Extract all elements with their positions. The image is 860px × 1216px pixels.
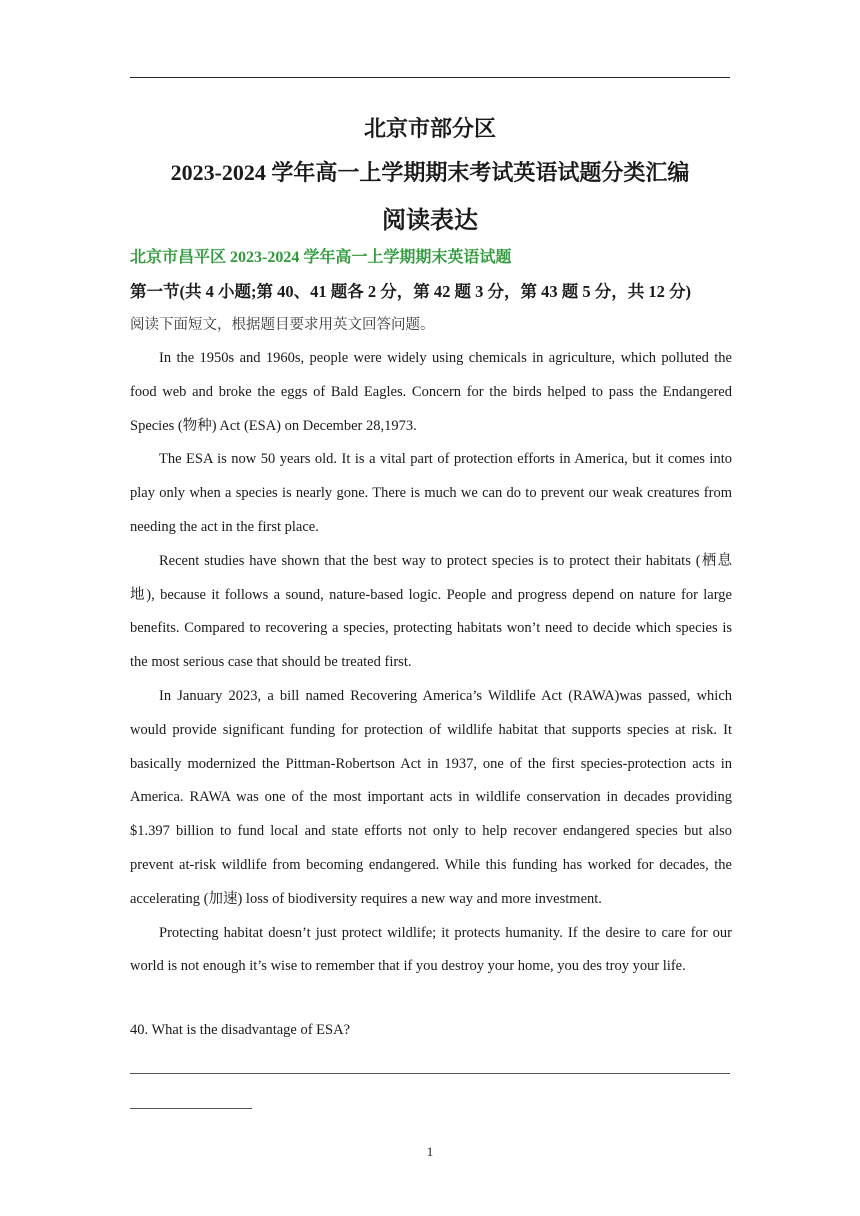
reading-passage xyxy=(130,342,732,984)
passage-paragraph: In the 1950s and 1960s, people were widely using chemicals in agriculture, which polluted the food web and broke the eggs of Bald Eagles. Concern for the birds helped to pass the Endangered Species (物种) Act (ESA) on December 28,1973. xyxy=(130,350,732,434)
doc-collection-title: 2023-2024 学年高一上学期期末考试英语试题分类汇编 xyxy=(170,160,690,185)
page-number: 1 xyxy=(426,1144,434,1159)
passage-paragraph: In January 2023, a bill named Recovering America’s Wildlife Act (RAWA)was passed, which would provide significant funding for protection of wildlife habitat that supports species at risk. It basically modernized the Pittman-Robertson Act in 1937, one of the first species-protection acts in America. RAWA was one of the most important acts in wildlife conservation in decades providing $1.397 billion to fund local and state efforts not only to help recover endangered species but also prevent at-risk wildlife from becoming endangered. While this funding has worked for decades, the accelerating (加速) loss of biodiversity requires a new way and more investment. xyxy=(130,687,732,907)
passage-paragraph: Recent studies have shown that the best way to protect species is to protect their habitats (栖息地), because it follows a sound, nature-based logic. People and progress depend on nature for large benefits. Compared to recovering a species, protecting habitats won’t need to decide which species is the most serious case that should be treated first. xyxy=(130,552,732,671)
section-heading: 第一节(共 4 小题;第 40、41 题各 2 分，第 42 题 3 分，第 43 题 5 分，共 12 分) xyxy=(130,282,691,301)
section-instruction: 阅读下面短文，根据题目要求用英文回答问题。 xyxy=(130,317,435,333)
doc-region-title: 北京市部分区 xyxy=(363,116,496,141)
header-rule xyxy=(130,77,730,78)
answer-line xyxy=(130,1108,252,1109)
answer-line xyxy=(130,1073,730,1074)
passage-paragraph: Protecting habitat doesn’t just protect wildlife; it protects humanity. If the desire to care for our world is not enough it’s wise to remember that if you destroy your home, you des troy your life. xyxy=(130,924,732,975)
question-40: 40. What is the disadvantage of ESA? xyxy=(130,1022,350,1038)
section-source: 北京市昌平区 2023-2024 学年高一上学期期末英语试题 xyxy=(130,249,512,266)
passage-paragraph: The ESA is now 50 years old. It is a vital part of protection efforts in America, but it comes into play only when a species is nearly gone. There is much we can do to prevent our weak creatures from needing the act in the first place. xyxy=(130,451,732,535)
doc-category-title: 阅读表达 xyxy=(382,208,478,234)
